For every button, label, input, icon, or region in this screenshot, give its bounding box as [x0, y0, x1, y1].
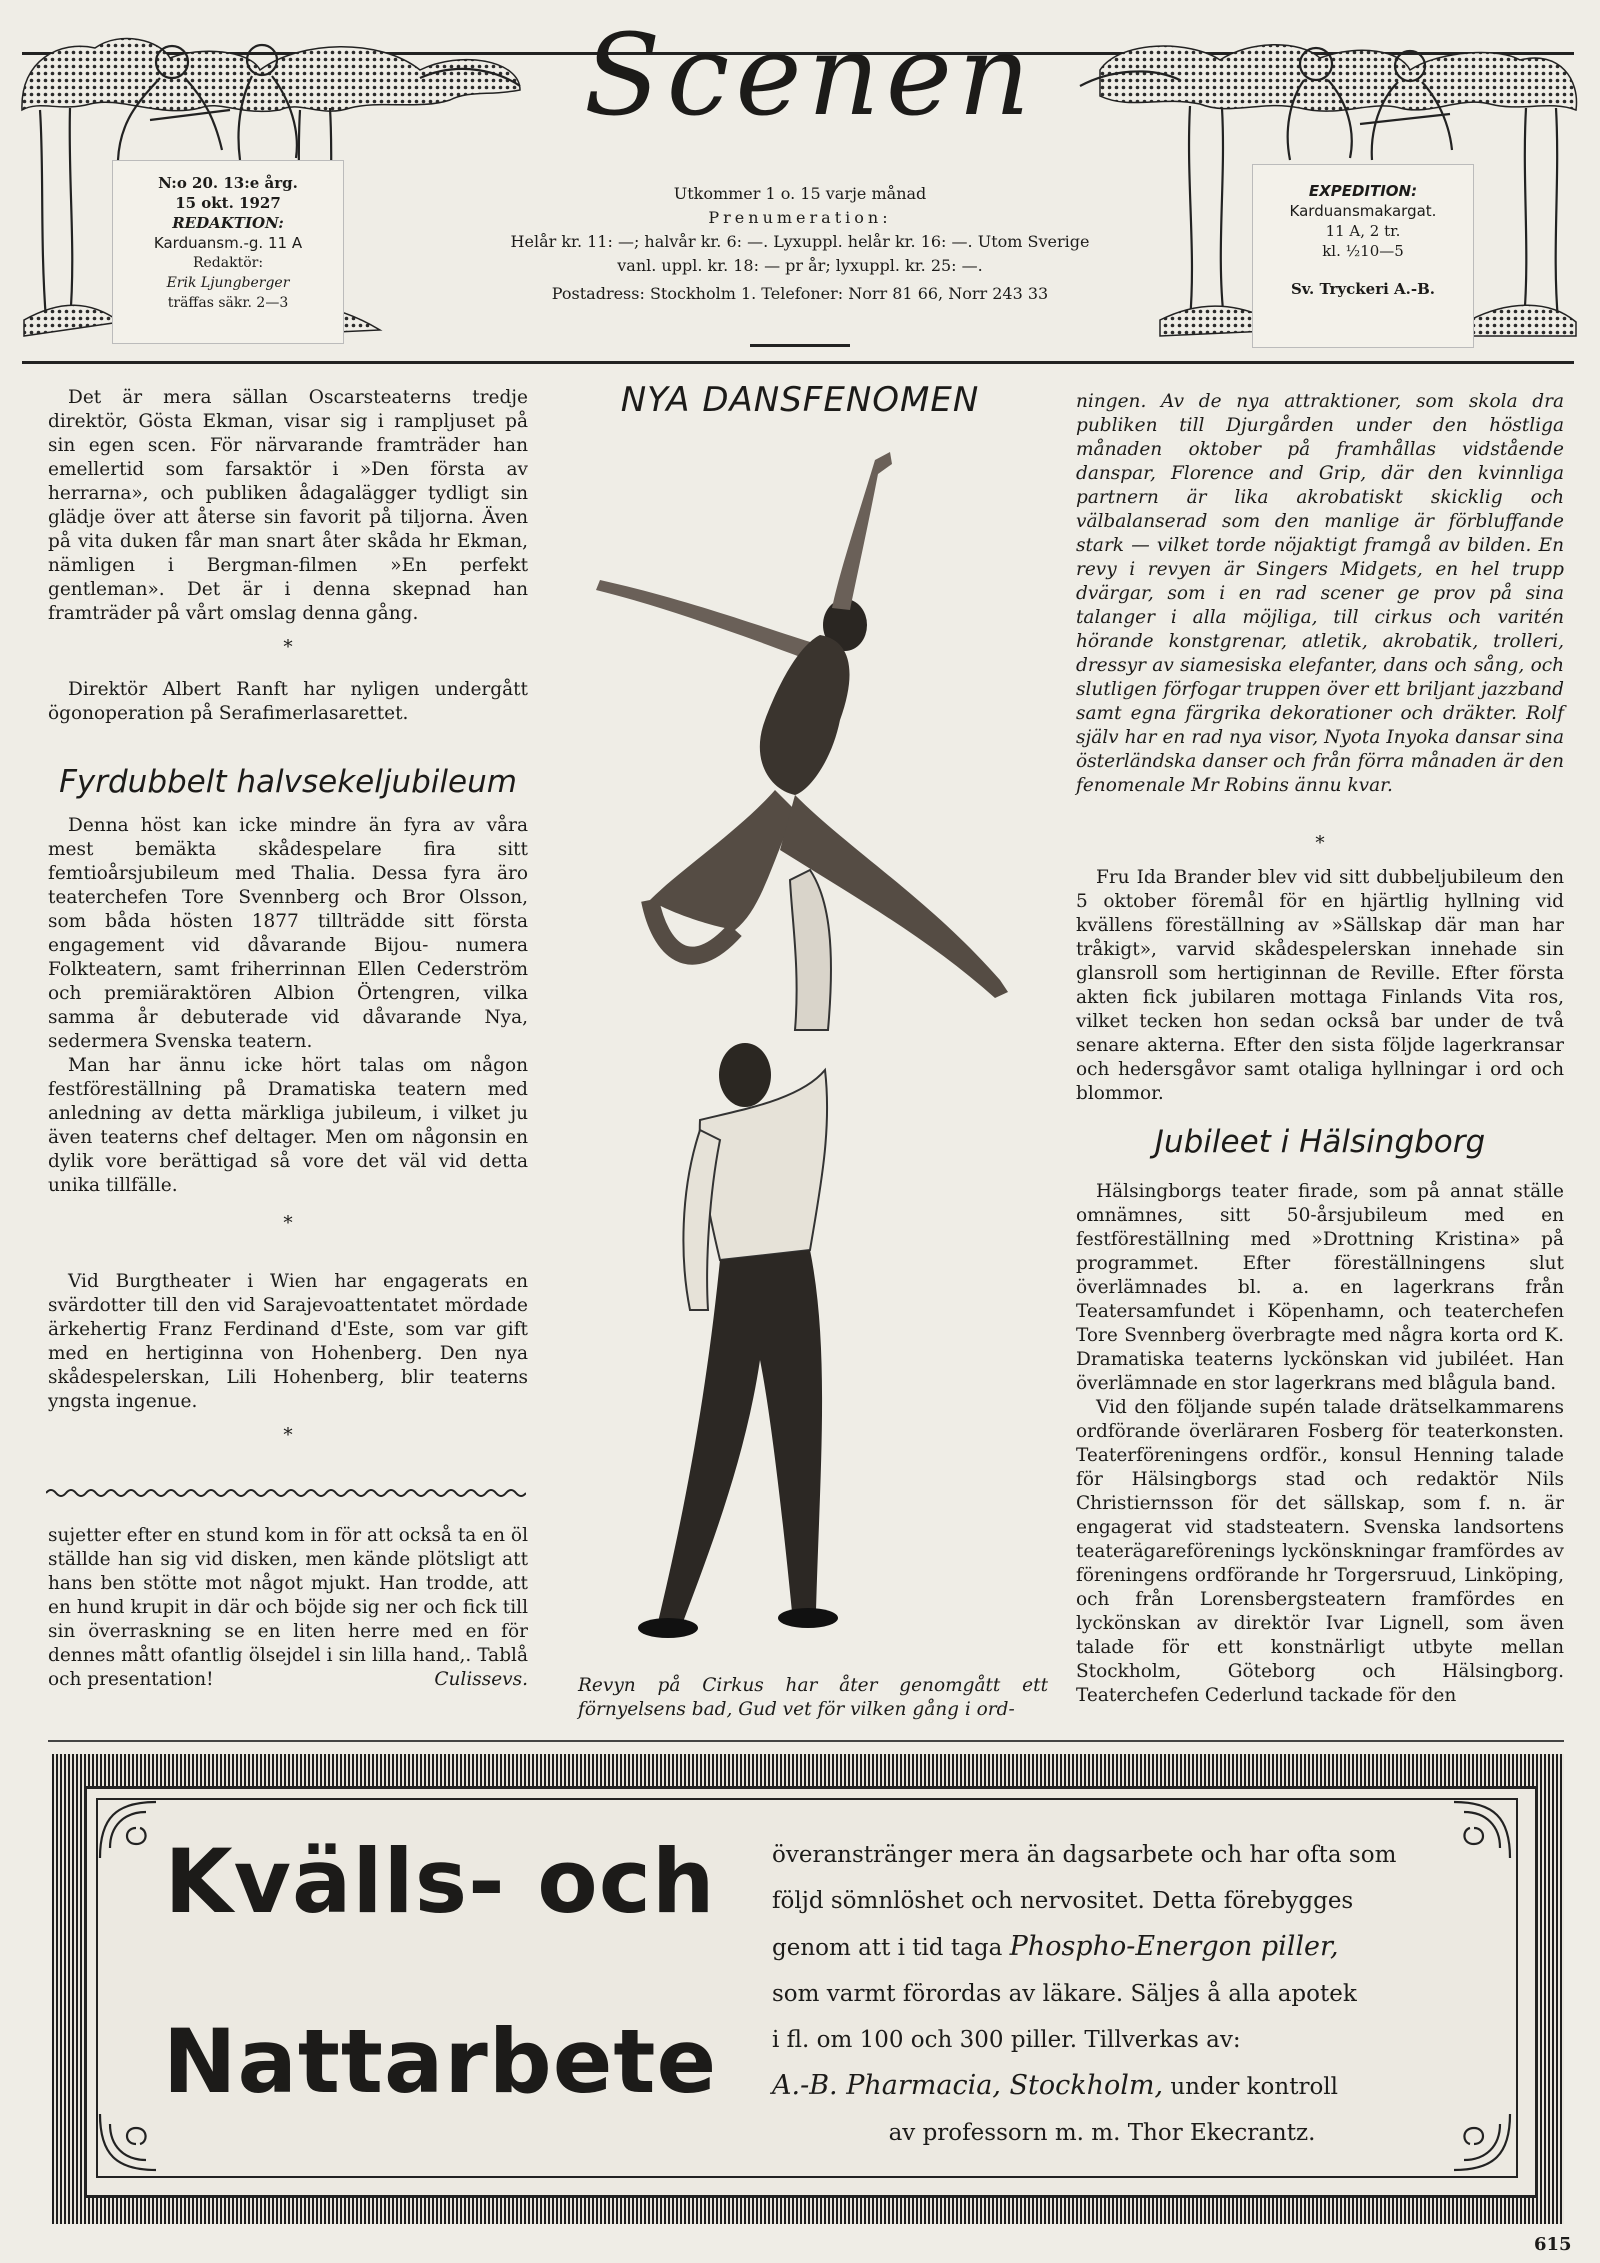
- right-column: [1076, 390, 1564, 798]
- dance-heading: NYA DANSFENOMEN: [620, 380, 980, 420]
- separator-star: *: [1315, 833, 1325, 854]
- right-tree-canopy-icon: [1100, 45, 1577, 111]
- subscription-prices: Helår kr. 11: —; halvår kr. 6: —. Lyxuppl. helår kr. 16: —. Utom Sverige: [510, 232, 1090, 251]
- corner-scroll-icon: [1454, 2114, 1510, 2170]
- jubilee-paragraph-1: Denna höst kan icke mindre än fyra av våra mest bemäkta skådespelare fira sitt femtioårsjubileum med Thalia. Dessa fyra äro teaterchefen Tore Svennberg och Bror Olsson, som båda hösten 1877 tillträdde sitt första engagement vid dåvarande Bijou- numera Folkteatern, samt friherrinnan Ellen Cederström och premiäraktören Albion Örtengren, vilka samma år debuterade vid dåvarande Nya, sedermera Svenska teatern.: [48, 815, 528, 1052]
- advert-body: [772, 1832, 1432, 2156]
- corner-scroll-icon: [1454, 1802, 1510, 1858]
- left-tree-roots-icon: [24, 305, 120, 336]
- separator-star: *: [283, 1425, 293, 1446]
- ranft-paragraph: Direktör Albert Ranft har nyligen undergått ögonoperation på Serafimerlasarettet.: [48, 679, 528, 724]
- product-name: Phospho-Energon piller,: [1009, 1931, 1339, 1962]
- left-column: [48, 386, 528, 1458]
- redaktion-address: Karduansm.-g. 11 A: [153, 234, 303, 252]
- revue-paragraph: ningen. Av de nya attraktioner, som skola dra publiken till Djurgården under den höstliga månaden oktober på framhållas vidstående danspar, Florence and Grip, där den kvinnliga partnern är lika akrobatiskt skicklig och välbalanserad som den manlige är förbluffande stark — vilket torde nöjaktigt framgå av bilden. En revy i revyen är Singers Midgets, en hel trupp dvärgar, som i en rad scener ge prov på sina talanger i alla möjliga, till cirkus och varitén hörande konstgrenar, atletik, akrobatik, trolleri, dressyr av siamesiska elefanter, dans och sång, och slutligen förfogar truppen över ett briljant jazzband samt egna färgrika dekorationer och dräkter. Rolf själv har en rad nya visor, Nyota Inyoka dansar sina österländska danser och från förra månaden är den fenomenale Mr Robins ännu kvar.: [1076, 391, 1564, 796]
- advert-line: av professorn m. m. Thor Ekecrantz.: [888, 2120, 1316, 2146]
- redaktor-hours: träffas säkr. 2—3: [167, 295, 289, 311]
- advert-headline-2: Nattarbete: [162, 2010, 718, 2113]
- advert-line: följd sömnlöshet och nervositet. Detta förebygges: [772, 1888, 1354, 1914]
- subscription-prices-abroad: vanl. uppl. kr. 18: — pr år; lyxuppl. kr. 25: —.: [617, 256, 983, 275]
- advert-line: i fl. om 100 och 300 piller. Tillverkas av:: [772, 2027, 1241, 2053]
- burgtheater-paragraph: Vid Burgtheater i Wien har engagerats en svärdotter till den vid Sarajevoattentatet mördade ärkehertig Franz Ferdinand d'Este, som var gift med en hertiginna von Hohenberg. Den nya skådespelerskan, Lili Hohenberg, blir teaterns yngsta ingenue.: [48, 1271, 528, 1412]
- subscription-heading: Prenumeration:: [708, 208, 892, 227]
- postal-address: Postadress: Stockholm 1. Telefoner: Norr 81 66, Norr 243 33: [551, 284, 1049, 303]
- subscription-info: [450, 182, 1150, 306]
- magazine-title: Scenen: [583, 11, 1037, 141]
- brander-paragraph: Fru Ida Brander blev vid sitt dubbeljubileum den 5 oktober föremål för en hjärtlig hyllning vid kvällens föreställning av »Sällskap där man har tråkigt», varvid skådespelerskan innehade sin glansroll som hertiginnan de Reville. Efter första akten fick jubilaren mottaga Finlands Vita ros, vilket tecken hon sedan också bar under de två senare akterna. Efter den sista följde lagerkransar och hedersgåvor samt otaliga hyllningar i ord och blommor.: [1076, 867, 1564, 1104]
- advert-line: överanstränger mera än dagsarbete och har ofta som: [772, 1842, 1397, 1868]
- redaktor-label: Redaktör:: [192, 255, 264, 271]
- redaktion-label: REDAKTION:: [172, 214, 284, 232]
- left-tree-canopy-icon: [22, 39, 520, 112]
- expedition-box: [1252, 164, 1474, 348]
- halsingborg-paragraph-1: Hälsingborgs teater firade, som på annat ställe omnämnes, sitt 50-årsjubileum med en festföreställning med »Drottning Kristina» på programmet. Efter föreställningens slut överlämnades bl. a. en lagerkrans från Teatersamfundet i Köpenhamn, och teaterchefen Tore Svennberg överbragte med några korta ord K. Dramatiska teaterns lyckönskan vid jubiléet. Han överlämnade en stor lagerkrans med blågula band.: [1076, 1181, 1564, 1394]
- advert-line: som varmt förordas av läkare. Säljes å alla apotek: [772, 1981, 1357, 2007]
- advert-headline-1: Kvälls- och: [164, 1830, 716, 1933]
- advert-top-rule: [48, 1740, 1564, 1742]
- ekman-paragraph: Det är mera sällan Oscarsteaterns tredje direktör, Gösta Ekman, visar sig i rampljuset på sin egen scen. För närvarande framträder han emellertid som farsaktör i »Den första av herrarna», och publiken ådagalägger tydligt sin glädje över att återse sin favorit på tiljorna. Även på vita duken får man snart åter skåda hr Ekman, nämligen i Bergman-filmen »En perfekt gentleman». Det är i denna skepnad han framträder på vårt omslag denna gång.: [48, 387, 528, 624]
- author-signature: Culissevs.: [434, 1669, 528, 1690]
- printer-name: Sv. Tryckeri A.-B.: [1290, 280, 1436, 298]
- manufacturer-name: A.-B. Pharmacia, Stockholm,: [772, 2070, 1164, 2101]
- halsingborg-heading: Jubileet i Hälsingborg: [1154, 1124, 1486, 1160]
- expedition-hours: kl. ½10—5: [1322, 242, 1404, 260]
- right-column-lower: [1076, 822, 1564, 1708]
- jubilee-heading: Fyrdubbelt halvsekeljubileum: [59, 764, 517, 800]
- jubilee-paragraph-2: Man har ännu icke hört talas om någon festföreställning på Dramatiska teatern med anledning av detta märkliga jubileum, i vilket ju även teaterns chef deltager. Men om någonsin en dylik vore berättigad så vore det väl vid detta unika tillfälle.: [48, 1055, 528, 1196]
- publication-frequency: Utkommer 1 o. 15 varje månad: [673, 184, 927, 203]
- halsingborg-paragraph-2: Vid den följande supén talade drätselkammarens ordförande överläraren Fosberg för teaterkonsten. Teaterföreningens ordför., konsul Henning talade för Hälsingborgs stad och redaktör Nils Christiernsson för det sällskap, som f. n. är engagerat vid stadsteatern. Svenska landsortens teaterägareförenings lyckönskningar framfördes av föreningens ordförande hr Torgersruud, Linköping, och från Lorensbergsteatern framfördes en lyckönskan av direktör Ivar Lignell, som även talade för ett konstnärligt utbyte mellan Stockholm, Göteborg och Hälsingborg. Teaterchefen Cederlund tackade för den: [1076, 1397, 1564, 1706]
- masthead-divider: [750, 344, 850, 347]
- expedition-address-2: 11 A, 2 tr.: [1325, 222, 1401, 240]
- continued-story: [48, 1524, 528, 1692]
- wavy-divider: [46, 1486, 526, 1500]
- advert-line: A.-B. Pharmacia, Stockholm, under kontroll: [772, 2070, 1339, 2101]
- issue-info-box: [112, 160, 344, 344]
- issue-date: 15 okt. 1927: [175, 194, 281, 212]
- redaktor-name: Erik Ljungberger: [166, 275, 290, 291]
- separator-star: *: [283, 637, 293, 658]
- expedition-address-1: Karduansmakargat.: [1289, 202, 1437, 220]
- continued-paragraph: sujetter efter en stund kom in för att också ta en öl ställde han sig vid disken, men kände plötsligt att hans ben stötte mot något mjukt. Han trodde, att en hund krupit in där och böjde sig ner och fick till sin överraskning se en liten herre med en för dennes mått ofantlig ölsejdel i sin lilla hand,. Tablå och presentation!: [48, 1525, 528, 1690]
- separator-star: *: [283, 1213, 293, 1234]
- expedition-label: EXPEDITION:: [1308, 182, 1418, 200]
- male-acrobat-icon: [638, 870, 838, 1638]
- acrobat-dancers-photo: [570, 430, 1040, 1670]
- corner-scroll-icon: [100, 2114, 156, 2170]
- issue-number: N:o 20. 13:e årg.: [158, 174, 298, 192]
- advert-line: genom att i tid taga Phospho-Energon piller,: [772, 1931, 1339, 1962]
- page-number: 615: [1534, 2234, 1572, 2255]
- photo-caption: Revyn på Cirkus har åter genomgått ett förnyelsens bad, Gud vet för vilken gång i ord-: [578, 1675, 1048, 1720]
